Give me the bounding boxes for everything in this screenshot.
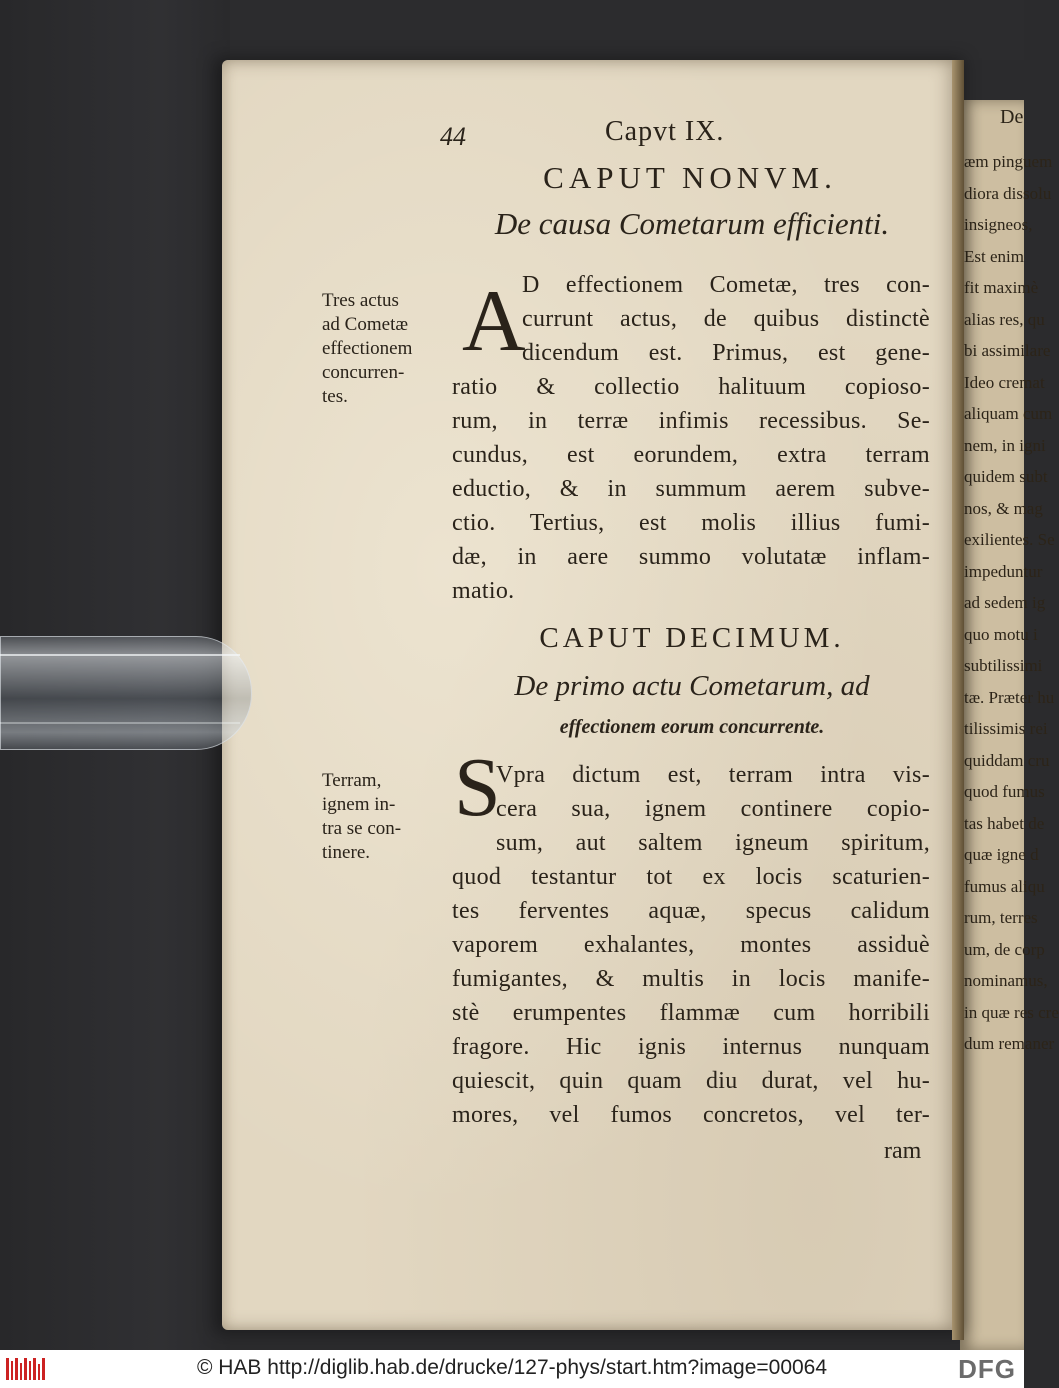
page-edge: [952, 60, 964, 1340]
facing-page-line: um, de corp: [964, 939, 1045, 959]
facing-page-line: quo motu i: [964, 624, 1038, 644]
facing-page-text: [960, 146, 1059, 1060]
margin-note: ignem in-: [322, 794, 396, 815]
chapter-9-line: D effectionem Cometæ, tres con-: [522, 272, 930, 298]
chapter-10-line: vaporem exhalantes, montes assiduè: [452, 932, 930, 958]
dfg-logo: DFG: [958, 1354, 1016, 1384]
chapter-10-line: fumigantes, & multis in locis manife-: [452, 966, 930, 992]
facing-page-line: Ideo cremat: [964, 372, 1045, 392]
facing-page-line: exilientes. Se: [964, 530, 1055, 549]
facing-page-line: quidem subt: [964, 467, 1048, 486]
facing-page-line: tæ. Præter hu: [964, 687, 1055, 707]
chapter-10-line: quiescit, quin quam diu durat, vel hu-: [452, 1068, 930, 1094]
chapter-10-dropcap: S: [454, 741, 501, 834]
page-number: 44: [440, 122, 466, 151]
footer-bar: [0, 1350, 1024, 1388]
chapter-9-dropcap: A: [462, 273, 526, 370]
facing-page-head: De: [1000, 106, 1024, 128]
margin-note: effectionem: [322, 338, 413, 359]
facing-page-line: aliquam cum: [964, 404, 1053, 423]
facing-page-line: impeduntur: [964, 561, 1043, 581]
margin-note: tra se con-: [322, 818, 402, 839]
chapter-10-line: Vpra dictum est, terram intra vis-: [496, 762, 930, 788]
facing-page-line: insigneos,: [964, 215, 1033, 234]
margin-note: Tres actus: [322, 290, 399, 311]
facing-page-line: fit maximè: [964, 278, 1039, 297]
margin-note: tes.: [322, 386, 348, 407]
facing-page-line: nem, in igni: [964, 435, 1046, 455]
facing-page-line: nominamus,: [964, 971, 1048, 990]
margin-note: Terram,: [322, 770, 382, 791]
facing-page-line: dum remaner: [964, 1034, 1055, 1053]
chapter-10-title: CAPUT DECIMUM.: [539, 622, 845, 654]
chapter-10-subtitle: De primo actu Cometarum, ad: [514, 670, 870, 702]
chapter-9-line: rum, in terræ infimis recessibus. Se-: [452, 408, 930, 434]
margin-note: ad Cometæ: [322, 314, 409, 335]
facing-page-line: nos, & mag: [964, 498, 1043, 518]
chapter-10-line: quod testantur tot ex locis scaturien-: [452, 864, 930, 890]
facing-page-line: ad sedem ig: [964, 593, 1046, 612]
facing-page-line: in quæ res cre: [964, 1002, 1059, 1022]
facing-page-line: fumus aliqu: [964, 876, 1045, 896]
chapter-9-line: dæ, in aere summo volutatæ inflam-: [452, 544, 930, 570]
chapter-10-line: fragore. Hic ignis internus nunquam: [452, 1034, 930, 1060]
margin-note: tinere.: [322, 842, 371, 863]
chapter-9-line: eductio, & in summum aerem subve-: [452, 476, 930, 502]
facing-page: [960, 100, 1059, 1350]
running-head: Capvt IX.: [605, 116, 725, 147]
facing-page-line: æm pinguem: [964, 152, 1053, 171]
facing-page-line: rum, terres: [964, 908, 1038, 927]
chapter-9-subtitle: De causa Cometarum efficienti.: [494, 206, 890, 241]
chapter-10-line: stè erumpentes flammæ cum horribili: [452, 1000, 930, 1026]
chapter-9-line: dicendum est. Primus, est gene-: [522, 340, 930, 366]
facing-page-line: alias res, qu: [964, 309, 1045, 329]
chapter-10-line: cera sua, ignem continere copio-: [496, 796, 930, 822]
chapter-9-line: currunt actus, de quibus distinctè: [522, 306, 930, 332]
chapter-10-line: sum, aut saltem igneum spiritum,: [496, 830, 930, 856]
chapter-9-line: ratio & collectio halituum copioso-: [452, 374, 930, 400]
catchword: ram: [884, 1138, 922, 1164]
facing-page-line: subtilissimi: [964, 656, 1043, 675]
facing-page-line: quod fumus: [964, 782, 1045, 801]
page-holder-highlight: [0, 654, 240, 656]
facing-page-line: tas habet de: [964, 813, 1045, 833]
chapter-9-line: matio.: [452, 578, 515, 604]
facing-page-line: bi assimilare: [964, 341, 1051, 360]
chapter-9-line: ctio. Tertius, est molis illius fumi-: [452, 510, 930, 536]
chapter-10-subtitle-line-2: effectionem eorum concurrente.: [559, 716, 825, 738]
margin-note: concurren-: [322, 362, 405, 383]
facing-page-line: diora dissolu: [964, 183, 1052, 203]
chapter-9-title: CAPUT NONVM.: [543, 160, 837, 195]
facing-page-line: quiddam cru: [964, 750, 1050, 770]
chapter-9-line: cundus, est eorundem, extra terram: [452, 442, 930, 468]
page-holder-highlight: [0, 722, 240, 724]
chapter-10-line: tes ferventes aquæ, specus calidum: [452, 898, 930, 924]
facing-page-line: tilissimis rei: [964, 719, 1048, 738]
footer-credit: © HAB http://diglib.hab.de/drucke/127-phys/start.htm?image=00064: [196, 1356, 828, 1379]
facing-page-line: quæ igne d: [964, 845, 1039, 864]
facing-page-line: Est enim: [964, 246, 1024, 266]
chapter-10-line: mores, vel fumos concretos, vel ter-: [452, 1102, 930, 1128]
